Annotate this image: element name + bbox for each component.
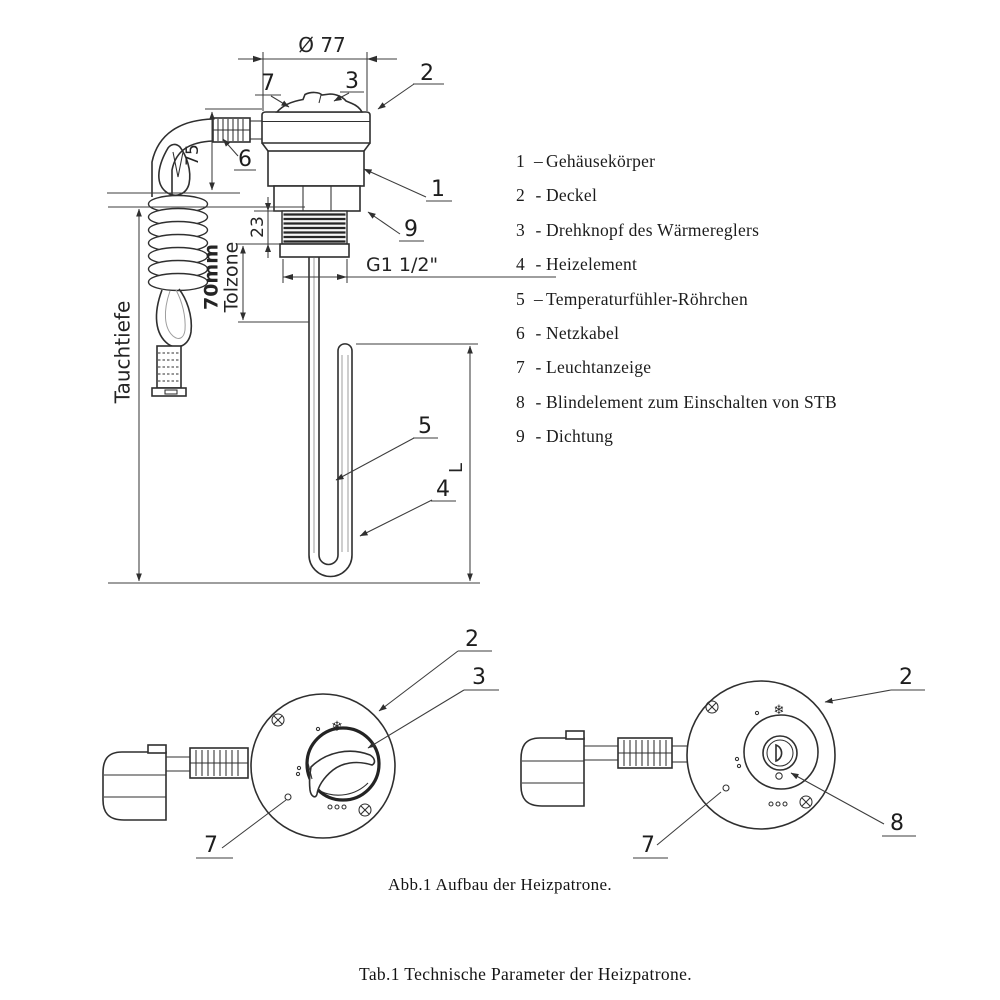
callout-3: 3 <box>345 69 359 94</box>
legend-separator: - <box>535 357 542 378</box>
callout-5: 5 <box>418 414 432 439</box>
dim-length-label: L <box>446 462 467 474</box>
legend-number: 3 <box>516 219 525 240</box>
legend-label: Blindelement zum Einschalten von STB <box>546 391 837 412</box>
legend-label: Heizelement <box>546 254 638 275</box>
legend-separator: - <box>535 254 542 275</box>
legend-label: Gehäusekörper <box>546 151 656 171</box>
housing-body <box>268 151 364 186</box>
legend-item-5 <box>516 290 837 308</box>
frost-symbol: ❄ <box>773 703 785 718</box>
callout-2: 2 <box>899 665 913 690</box>
legend-item-9 <box>516 427 837 445</box>
main-view <box>107 33 556 583</box>
legend-label: Dichtung <box>546 426 614 447</box>
callout-7: 7 <box>641 833 655 858</box>
parts-legend <box>516 152 837 462</box>
cable-gland <box>213 118 262 142</box>
legend-separator: - <box>535 185 542 206</box>
legend-number: 8 <box>516 391 525 412</box>
callout-labels-left-view <box>196 627 499 858</box>
legend-separator: – <box>534 151 543 171</box>
dim-immersion-label: Tauchtiefe <box>110 300 135 404</box>
dim-tolzone-label: Tolzone <box>220 241 243 313</box>
regulator-knob <box>308 751 374 797</box>
legend-label: Leuchtanzeige <box>546 357 652 378</box>
screw-icon <box>272 714 284 726</box>
screw-icon <box>359 804 371 816</box>
legend-separator: - <box>535 322 542 343</box>
legend-item-2 <box>516 186 837 204</box>
legend-separator: - <box>535 391 542 412</box>
legend-separator: - <box>535 426 542 447</box>
dim-diameter-label: Ø 77 <box>298 33 346 57</box>
legend-item-7 <box>516 358 837 376</box>
legend-label: Temperaturfühler-Röhrchen <box>546 288 748 309</box>
cable-connector <box>618 738 688 768</box>
callout-7: 7 <box>204 833 218 858</box>
callout-7: 7 <box>261 71 275 96</box>
dim-tolzone-mm: 70mm <box>200 243 223 311</box>
indicator-light <box>723 785 729 791</box>
indicator-light <box>285 794 291 800</box>
legend-item-3 <box>516 221 837 239</box>
legend-label: Deckel <box>546 185 598 206</box>
power-plug-side <box>521 731 618 806</box>
callout-9: 9 <box>404 217 418 242</box>
legend-number: 9 <box>516 426 525 447</box>
dim-75-label: 75 <box>183 144 203 166</box>
power-plug-side <box>103 745 190 820</box>
bottom-view-regulator <box>103 627 499 858</box>
legend-number: 5 <box>516 288 525 309</box>
callout-6: 6 <box>238 147 252 172</box>
callout-3: 3 <box>472 665 486 690</box>
table-caption: Tab.1 Technische Parameter der Heizpatrone. <box>359 964 692 984</box>
cable-connector <box>190 748 248 778</box>
legend-number: 7 <box>516 357 525 378</box>
legend-item-6 <box>516 324 837 342</box>
legend-number: 2 <box>516 185 525 206</box>
legend-item-8 <box>516 393 837 411</box>
screw-icon <box>706 701 718 713</box>
legend-label: Netzkabel <box>546 322 620 343</box>
figure-caption: Abb.1 Aufbau der Heizpatrone. <box>388 875 612 894</box>
immersion-tubes <box>309 257 352 577</box>
power-plug-vertical <box>152 346 186 396</box>
callout-1: 1 <box>431 177 445 202</box>
cable-coil <box>149 196 208 291</box>
callout-4: 4 <box>436 477 450 502</box>
screw-icon <box>800 796 812 808</box>
legend-label: Drehknopf des Wärmereglers <box>546 219 760 240</box>
cap-face <box>687 681 835 829</box>
head-assembly <box>213 92 370 257</box>
callout-2: 2 <box>420 61 434 86</box>
legend-item-4 <box>516 255 837 273</box>
legend-separator: - <box>535 219 542 240</box>
callout-8: 8 <box>890 811 904 836</box>
legend-item-1 <box>516 152 837 170</box>
thread-collar <box>280 244 349 257</box>
blind-element <box>763 736 797 779</box>
dim-23-label: 23 <box>248 216 268 238</box>
legend-number: 4 <box>516 254 525 275</box>
frost-symbol: ❄ <box>331 719 343 735</box>
thread-section <box>282 211 347 244</box>
callout-2: 2 <box>465 627 479 652</box>
dim-thread-size: G1 1/2" <box>366 254 439 276</box>
legend-number: 1 <box>516 151 525 171</box>
bottom-view-blind <box>521 665 925 858</box>
legend-number: 6 <box>516 322 525 343</box>
cap-outline <box>262 112 370 143</box>
legend-separator: – <box>534 288 543 309</box>
